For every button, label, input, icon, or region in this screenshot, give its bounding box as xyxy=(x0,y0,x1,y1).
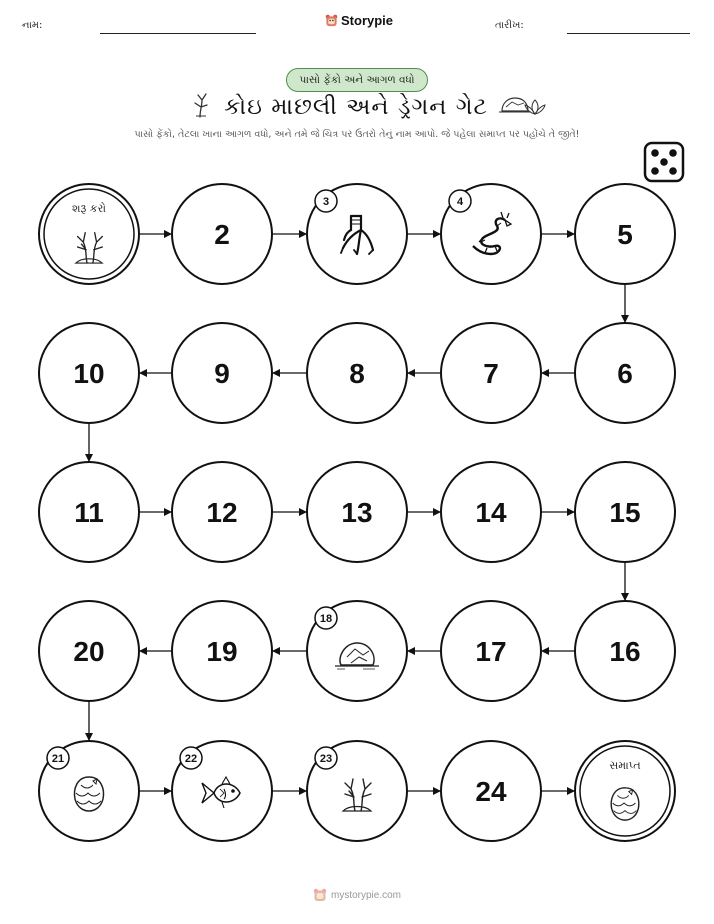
cell-number: 19 xyxy=(206,636,238,667)
board-cell-24[interactable] xyxy=(441,741,541,841)
footer xyxy=(0,888,714,902)
cell-number: 16 xyxy=(609,636,641,667)
cell-badge-number: 23 xyxy=(319,753,333,765)
footer-url[interactable]: mystorypie.com xyxy=(330,889,401,901)
board-cell-14[interactable] xyxy=(441,462,541,562)
cell-number: 13 xyxy=(341,497,373,528)
cell-number: 17 xyxy=(475,636,507,667)
name-label: નામ: xyxy=(22,20,43,31)
page-title: કોઇ માછલી અને ડ્રેગન ગેટ xyxy=(224,94,488,120)
date-label: તારીખ: xyxy=(495,20,524,31)
board-cell-25[interactable] xyxy=(575,741,675,841)
cell-badge-number: 21 xyxy=(51,753,65,765)
brand-name: Storypie xyxy=(341,13,394,28)
finish-label: સમાપ્ત xyxy=(609,759,641,772)
cell-number: 14 xyxy=(475,497,507,528)
cell-number: 9 xyxy=(214,358,230,389)
cell-badge-number: 18 xyxy=(319,613,333,625)
board-cell-6[interactable] xyxy=(575,323,675,423)
cell-number: 20 xyxy=(73,636,105,667)
board-cell-23[interactable] xyxy=(307,741,407,841)
board-cell-8[interactable] xyxy=(307,323,407,423)
cell-number: 24 xyxy=(475,776,507,807)
board-cell-16[interactable] xyxy=(575,601,675,701)
cell-number: 6 xyxy=(617,358,633,389)
board-cell-10[interactable] xyxy=(39,323,139,423)
cell-number: 15 xyxy=(609,497,641,528)
board-cell-17[interactable] xyxy=(441,601,541,701)
cell-number: 11 xyxy=(74,497,104,528)
start-label: શરૂ કરો xyxy=(71,202,107,215)
board-cell-9[interactable] xyxy=(172,323,272,423)
board-cell-13[interactable] xyxy=(307,462,407,562)
cell-number: 5 xyxy=(617,219,633,250)
cell-badge-number: 3 xyxy=(322,196,330,208)
board-cell-19[interactable] xyxy=(172,601,272,701)
bear-icon xyxy=(313,888,327,902)
board-cell-7[interactable] xyxy=(441,323,541,423)
board-cell-4[interactable] xyxy=(441,184,541,284)
cell-number: 2 xyxy=(214,219,230,250)
board-cell-5[interactable] xyxy=(575,184,675,284)
board-cell-22[interactable] xyxy=(172,741,272,841)
board-cell-11[interactable] xyxy=(39,462,139,562)
board-cell-20[interactable] xyxy=(39,601,139,701)
cell-number: 10 xyxy=(73,358,105,389)
board-cell-3[interactable] xyxy=(307,184,407,284)
board-cell-2[interactable] xyxy=(172,184,272,284)
cell-circle xyxy=(575,741,675,841)
cell-number: 12 xyxy=(206,497,238,528)
board-cell-12[interactable] xyxy=(172,462,272,562)
cell-number: 8 xyxy=(349,358,365,389)
instruction-pill: પાસો ફેંકો અને આગળ વધો xyxy=(286,68,428,92)
cell-badge-number: 4 xyxy=(456,196,464,208)
board-cell-21[interactable] xyxy=(39,741,139,841)
board-cell-15[interactable] xyxy=(575,462,675,562)
board-cell-1[interactable] xyxy=(39,184,139,284)
cell-circle xyxy=(39,184,139,284)
cell-badge-number: 22 xyxy=(184,753,198,765)
board-cell-18[interactable] xyxy=(307,601,407,701)
instructions-text: પાસો ફેંકો, તેટલા ખાના આગળ વધો, અને તમે જે ચિત્ર પર ઉતરો તેનું નામ આપો. જે પહેલા સમાપ્ત પર પહોંચે તે જીતે! xyxy=(134,129,580,140)
cell-number: 7 xyxy=(483,358,499,389)
